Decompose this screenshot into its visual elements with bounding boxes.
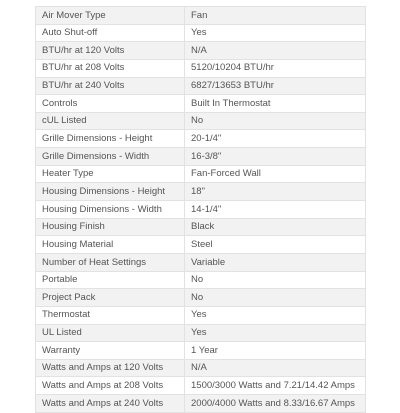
- spec-label: Grille Dimensions - Width: [36, 148, 185, 166]
- spec-label: Watts and Amps at 208 Volts: [36, 377, 185, 395]
- table-row: [36, 77, 366, 95]
- spec-value: 20-1/4": [185, 130, 366, 148]
- spec-value: No: [185, 112, 366, 130]
- table-row: [36, 395, 366, 413]
- spec-label: Controls: [36, 95, 185, 113]
- spec-label: BTU/hr at 120 Volts: [36, 42, 185, 60]
- spec-label: BTU/hr at 208 Volts: [36, 59, 185, 77]
- table-row: [36, 201, 366, 219]
- table-row: [36, 7, 366, 24]
- spec-label: UL Listed: [36, 324, 185, 342]
- spec-label: BTU/hr at 240 Volts: [36, 77, 185, 95]
- spec-value: Fan-Forced Wall: [185, 165, 366, 183]
- spec-value: Yes: [185, 324, 366, 342]
- table-row: [36, 359, 366, 377]
- table-row: [36, 165, 366, 183]
- spec-label: Watts and Amps at 240 Volts: [36, 395, 185, 413]
- table-row: [36, 236, 366, 254]
- spec-table: [35, 6, 366, 413]
- spec-label: Project Pack: [36, 289, 185, 307]
- table-row: [36, 253, 366, 271]
- table-row: [36, 112, 366, 130]
- spec-value: 5120/10204 BTU/hr: [185, 59, 366, 77]
- spec-label: Grille Dimensions - Height: [36, 130, 185, 148]
- spec-label: Portable: [36, 271, 185, 289]
- table-row: [36, 289, 366, 307]
- spec-label: Thermostat: [36, 306, 185, 324]
- spec-label: Watts and Amps at 120 Volts: [36, 359, 185, 377]
- table-row: [36, 148, 366, 166]
- spec-label: Auto Shut-off: [36, 24, 185, 42]
- spec-value: 1 Year: [185, 342, 366, 360]
- spec-label: Housing Material: [36, 236, 185, 254]
- spec-value: N/A: [185, 42, 366, 60]
- spec-value: No: [185, 289, 366, 307]
- spec-table-grid: [36, 7, 366, 413]
- spec-value: N/A: [185, 359, 366, 377]
- spec-label: Housing Finish: [36, 218, 185, 236]
- table-row: [36, 130, 366, 148]
- table-row: [36, 377, 366, 395]
- spec-label: Housing Dimensions - Width: [36, 201, 185, 219]
- spec-label: Air Mover Type: [36, 7, 185, 24]
- spec-value: 6827/13653 BTU/hr: [185, 77, 366, 95]
- spec-value: Fan: [185, 7, 366, 24]
- spec-value: 2000/4000 Watts and 8.33/16.67 Amps: [185, 395, 366, 413]
- spec-value: 16-3/8": [185, 148, 366, 166]
- spec-value: Yes: [185, 306, 366, 324]
- table-row: [36, 95, 366, 113]
- spec-value: 14-1/4": [185, 201, 366, 219]
- table-row: [36, 342, 366, 360]
- table-row: [36, 183, 366, 201]
- table-row: [36, 59, 366, 77]
- table-row: [36, 324, 366, 342]
- spec-label: Number of Heat Settings: [36, 253, 185, 271]
- spec-label: cUL Listed: [36, 112, 185, 130]
- spec-value: Steel: [185, 236, 366, 254]
- spec-value: 18": [185, 183, 366, 201]
- table-row: [36, 24, 366, 42]
- spec-label: Heater Type: [36, 165, 185, 183]
- spec-table-body: [36, 7, 366, 412]
- spec-value: 1500/3000 Watts and 7.21/14.42 Amps: [185, 377, 366, 395]
- spec-label: Warranty: [36, 342, 185, 360]
- table-row: [36, 218, 366, 236]
- table-row: [36, 271, 366, 289]
- spec-value: Black: [185, 218, 366, 236]
- spec-value: Yes: [185, 24, 366, 42]
- table-row: [36, 42, 366, 60]
- spec-value: No: [185, 271, 366, 289]
- table-row: [36, 306, 366, 324]
- spec-label: Housing Dimensions - Height: [36, 183, 185, 201]
- spec-value: Built In Thermostat: [185, 95, 366, 113]
- spec-value: Variable: [185, 253, 366, 271]
